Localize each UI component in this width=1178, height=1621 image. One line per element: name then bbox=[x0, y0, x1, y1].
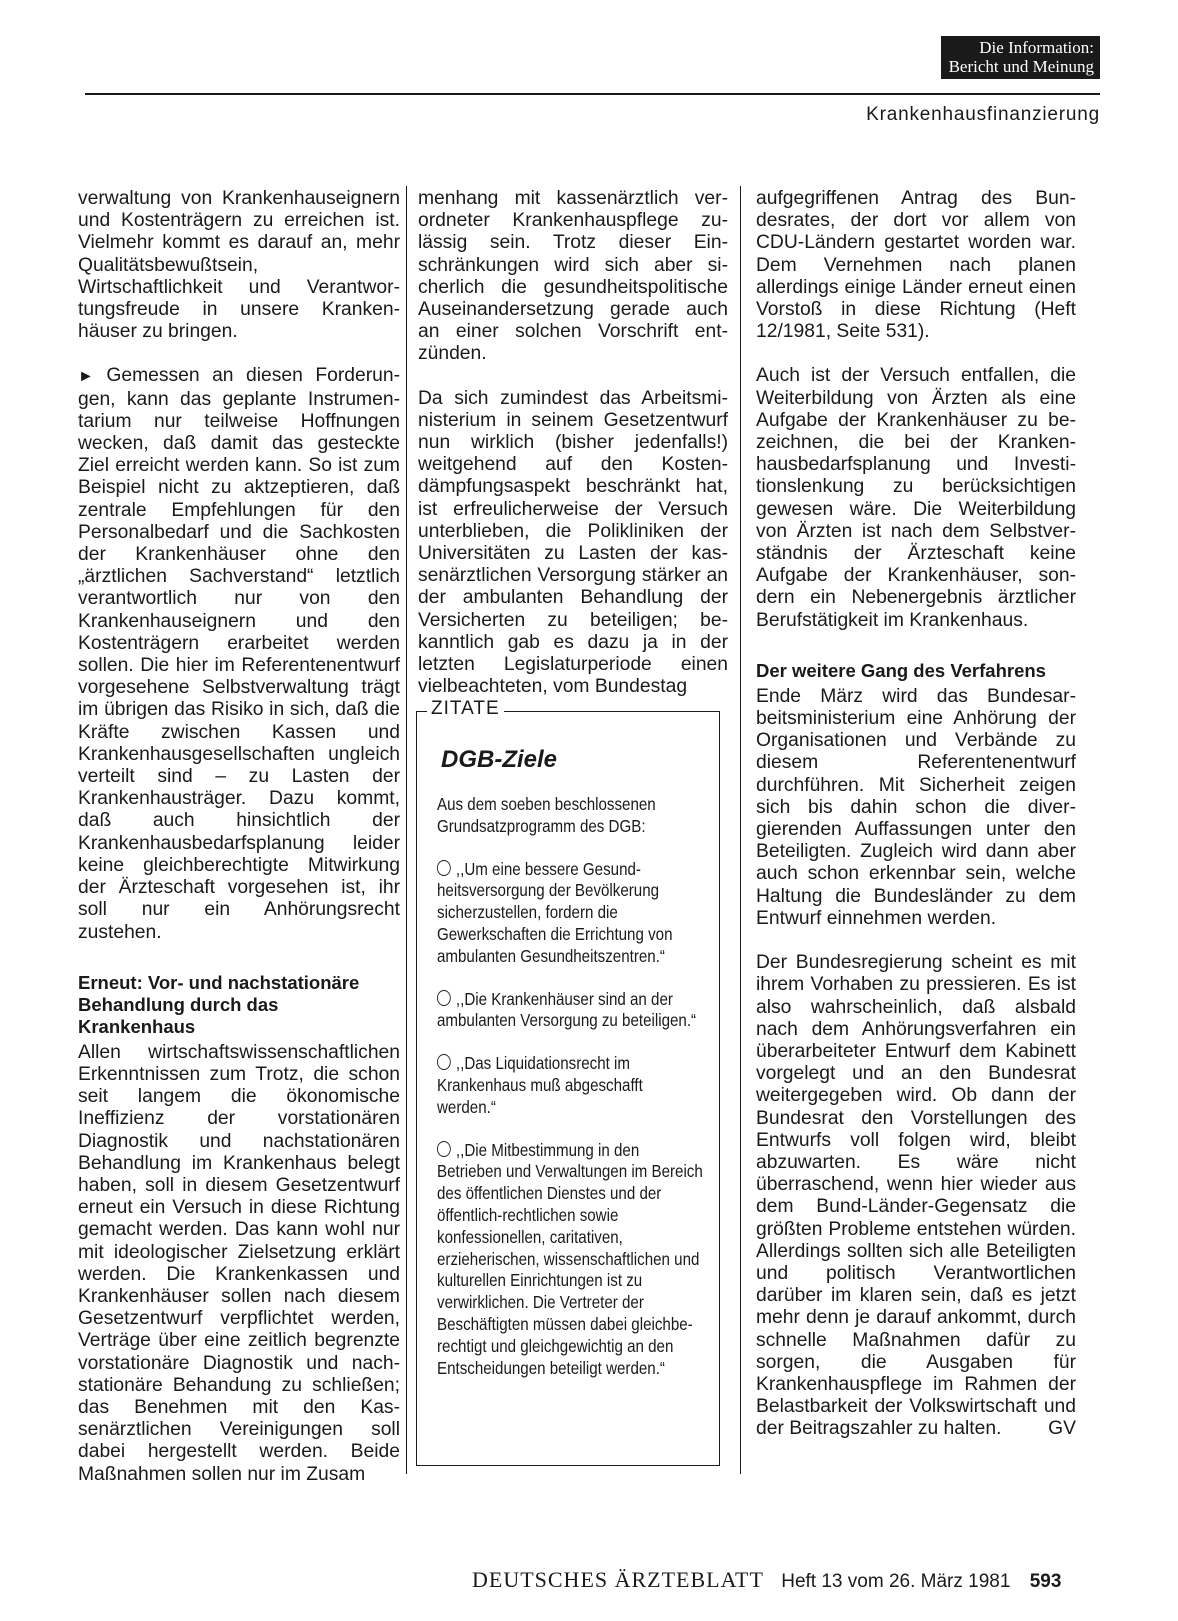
col2-paragraph-1: menhang mit kassenärztlich verordneter Krankenhauspflege zulässig sein. Trotz dieser Einschränkungen wird sich aber sicherlich die gesundheitspolitische Auseinandersetzung gerade auch an einer solchen Vorschrift entzünden. bbox=[418, 188, 728, 365]
circle-bullet-icon bbox=[437, 1141, 451, 1157]
circle-bullet-icon bbox=[437, 1054, 451, 1070]
column-1 bbox=[78, 188, 400, 1508]
quote-item: ,,Die Mitbestimmung in den Betrieben und Verwaltungen im Bereich des öffentlichen Dienstes und der öffentlich-rechtlichen sowie konfessionellen, caritativen, erzieherischen, wissenschaftlichen und kulturellen Einrichtungen ist zu verwirklichen. Die Vertreter der Beschäftigten müssen dabei gleichberechtigt und gleichgewichtig an den Entscheidungen beteiligt werden.“ bbox=[437, 1139, 703, 1378]
col1-subheading: Erneut: Vor- und nachstationäre Behandlung durch das Krankenhaus bbox=[78, 971, 360, 1037]
journal-name: DEUTSCHES ÄRZTEBLATT bbox=[472, 1567, 764, 1592]
column-divider-2 bbox=[740, 186, 741, 1474]
section-badge-line1: Die Information: bbox=[979, 38, 1094, 57]
quote-label: ZITATE bbox=[427, 698, 504, 720]
col3-subheading: Der weitere Gang des Verfahrens bbox=[756, 659, 1046, 681]
col2-paragraph-2: Da sich zumindest das Arbeitsministerium in seinem Gesetzentwurf nun wirklich (bisher jedenfalls!) weitgehend auf den Kostendämpfungsaspekt beschränkt hat, ist erfreulicherweise der Versuch unterblieben, die Polikliniken der Universitäten zu Lasten der kassenärztlichen Versorgung stärker an der ambulanten Behandlung der Versicherten zu beteiligen; bekanntlich gab es dazu ja in der letzten Legislaturperiode einen vielbeachteten, vom Bundestag bbox=[418, 387, 728, 698]
quote-item: ,,Die Krankenhäuser sind an der ambulanten Versorgung zu beteiligen.“ bbox=[437, 988, 697, 1031]
quote-item: ,,Um eine bessere Gesundheitsversorgung der Bevölkerung sicherzustellen, fordern die Gewerkschaften die Errichtung von ambulanten Gesundheitszentren.“ bbox=[437, 858, 673, 966]
col3-paragraph-4: Der Bundesregierung scheint es mit ihrem Vorhaben zu pressieren. Es ist also wahrscheinlich, daß alsbald nach dem Anhörungsverfahren ein überarbeiteter Entwurf dem Kabinett vorgelegt und an den Bundesrat weitergegeben wird. Ob dann der Bundesrat den Vorstellungen des Entwurfs voll folgen wird, bleibt abzuwarten. Es wäre nicht überraschend, wenn hier wieder aus dem Bund-Länder-Gegensatz die größten Probleme entstehen würden. Allerdings sollten sich alle Beteiligten und politisch Verantwortlichen darüber im klaren sein, daß es jetzt mehr denn je darauf ankommt, durch schnelle Maßnahmen dafür zu sorgen, die Ausgaben für Krankenhauspflege im Rahmen der Belastbarkeit der Volkswirtschaft und der Beitragszahler zu halten. GV bbox=[756, 952, 1076, 1440]
circle-bullet-icon bbox=[437, 860, 451, 876]
page-number: 593 bbox=[1029, 1571, 1062, 1592]
bullet-arrow-icon: ► bbox=[78, 368, 94, 386]
issue-info: Heft 13 vom 26. März 1981 bbox=[781, 1571, 1011, 1592]
page-footer bbox=[472, 1567, 1061, 1593]
quote-title: DGB-Ziele bbox=[441, 746, 558, 773]
col3-paragraph-3: Ende März wird das Bundesarbeitsministerium eine Anhörung der Organisationen und Verbände zu diesem Referentenentwurf durchführen. Mit Sicherheit zeigen sich bis dahin schon die divergierenden Auffassungen unter den Beteiligten. Zugleich wird dann aber auch schon erkennbar sein, welche Haltung die Bundesländer zu dem Entwurf einnehmen werden. bbox=[756, 685, 1076, 929]
col1-paragraph-3: Allen wirtschaftswissenschaftlichen Erkenntnissen zum Trotz, die schon seit langem die ökonomische Ineffizienz der vorstationären Diagnostik und nachstationären Behandlung im Krankenhaus belegt haben, soll in diesem Gesetzentwurf erneut ein Versuch in diese Richtung gemacht werden. Das kann wohl nur mit ideologischer Zielsetzung erklärt werden. Die Krankenkassen und Krankenhäuser sollen nach diesem Gesetzentwurf verpflichtet werden, Verträge über eine zeitlich begrenzte vorstationäre Diagnostik und nachstationäre Behandung zu schließen; das Benehmen mit den Kassenärztlichen Vereinigungen soll dabei hergestellt werden. Beide Maßnahmen sollen nur im Zusam bbox=[78, 1041, 400, 1485]
col3-paragraph-2: Auch ist der Versuch entfallen, die Weiterbildung von Ärzten als eine Aufgabe der Krankenhäuser zu bezeichnen, die bei der Krankenhausbedarfsplanung und Investitionslenkung zu berücksichtigen gewesen wäre. Die Weiterbildung von Ärzten ist nach dem Selbstverständnis der Ärzteschaft keine Aufgabe der Krankenhäuser, sondern ein Nebenergebnis ärztlicher Berufstätigkeit im Krankenhaus. bbox=[756, 365, 1076, 631]
quote-body bbox=[437, 794, 704, 1400]
column-2 bbox=[418, 188, 728, 720]
circle-bullet-icon bbox=[437, 990, 451, 1006]
quote-intro: Aus dem soeben beschlossenen Grundsatzprogramm des DGB: bbox=[437, 794, 656, 836]
section-topic: Krankenhausfinanzierung bbox=[866, 104, 1100, 125]
author-signature: GV bbox=[1048, 1418, 1076, 1440]
quote-item: ,,Das Liquidationsrecht im Krankenhaus muß abgeschafft werden.“ bbox=[437, 1053, 643, 1117]
column-divider-1 bbox=[406, 186, 407, 1474]
quote-box bbox=[416, 698, 720, 1466]
section-badge bbox=[941, 36, 1100, 79]
col3-paragraph-1: aufgegriffenen Antrag des Bundesrates, der dort vor allem von CDU-Ländern gestartet worden war. Dem Vernehmen nach planen allerdings einige Länder erneut einen Vorstoß in diese Richtung (Heft 12/1981, Seite 531). bbox=[756, 188, 1076, 343]
column-3 bbox=[756, 188, 1076, 1463]
section-badge-line2: Bericht und Meinung bbox=[948, 57, 1094, 76]
header-rule bbox=[85, 93, 1100, 95]
col1-paragraph-2-text: Gemessen an diesen Forderungen, kann das geplante Instrumentarium nur teilweise Hoffnungen wecken, daß damit das gesteckte Ziel erreicht werden kann. So ist zum Beispiel nicht zu aktzeptieren, daß zentrale Empfehlungen für den Personalbedarf und die Sachkosten der Krankenhäuser ohne den „ärztlichen Sachverstand“ letztlich verantwortlich nur von den Krankenhauseignern und den Kostenträgern erarbeitet werden sollen. Die hier im Referentenentwurf vorgesehene Selbstverwaltung trägt im übrigen das Risiko in sich, daß die Kräfte zwischen Kassen und Krankenhausgesellschaften ungleich verteilt sind – zu Lasten der Krankenhausträger. Dazu kommt, daß auch hinsichtlich der Krankenhausbedarfsplanung leider keine gleichberechtigte Mitwirkung der Ärzteschaft vorgesehen ist, ihr soll nur ein Anhörungsrecht zustehen. bbox=[78, 365, 400, 943]
col1-paragraph-2 bbox=[78, 365, 400, 943]
col1-paragraph-1: verwaltung von Krankenhauseignern und Kostenträgern zu erreichen ist. Vielmehr kommt es darauf an, mehr Qualitätsbewußtsein, Wirtschaftlichkeit und Verantwortungsfreude in unsere Krankenhäuser zu bringen. bbox=[78, 188, 400, 343]
